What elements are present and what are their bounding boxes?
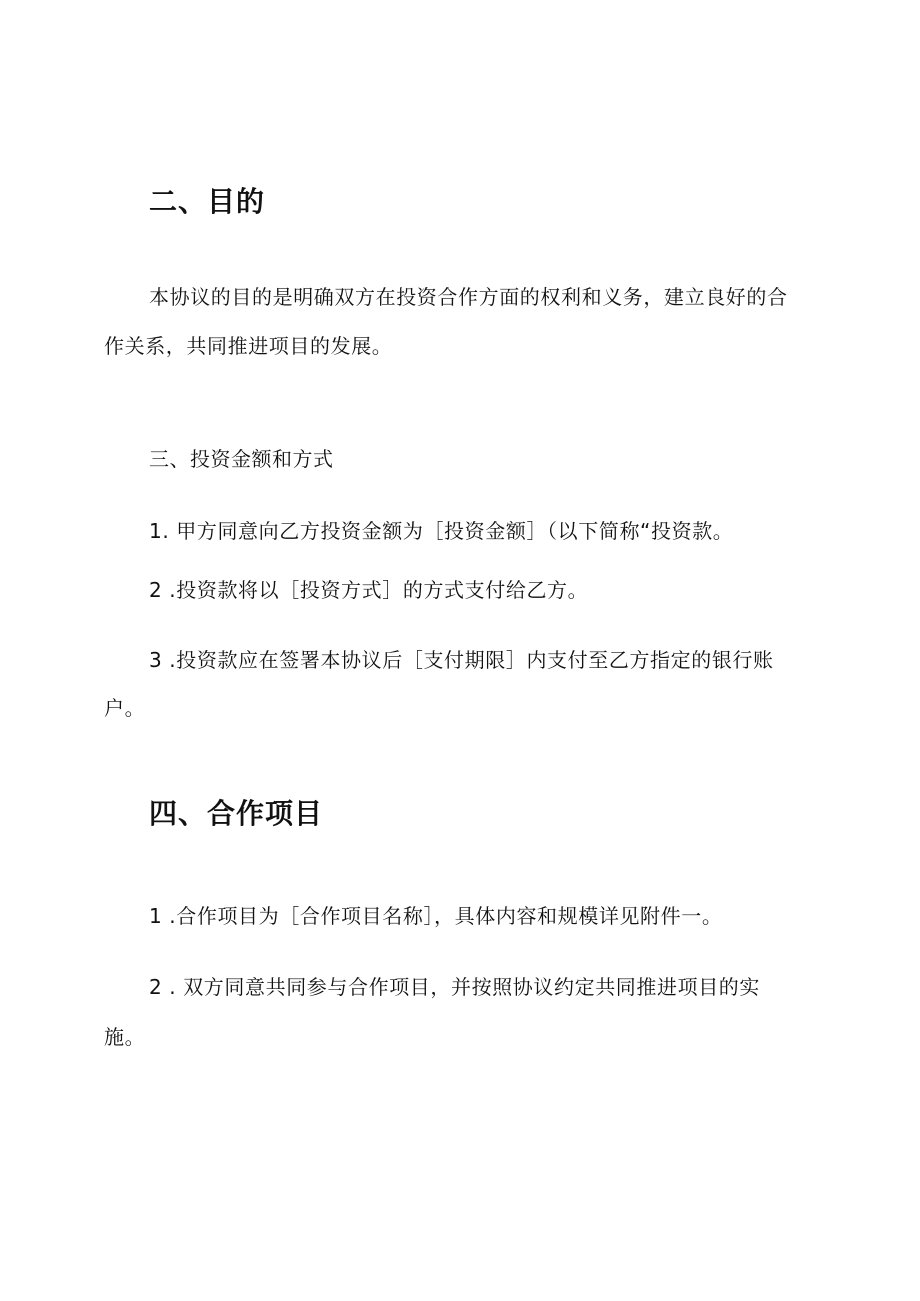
- section-3-item-3-line-2: 户。: [104, 696, 146, 720]
- section-4-item-2-line-1: 2 . 双方同意共同参与合作项目，并按照协议约定共同推进项目的实: [149, 975, 760, 999]
- section-3-heading: 三、投资金额和方式: [149, 447, 334, 471]
- section-4-item-1: 1 .合作项目为［合作项目名称］，具体内容和规模详见附件一。: [149, 904, 723, 928]
- section-4-item-2-line-2: 施。: [104, 1025, 146, 1049]
- section-4-heading: 四、合作项目: [149, 797, 324, 830]
- section-2-paragraph-line-1: 本协议的目的是明确双方在投资合作方面的权利和义务，建立良好的合: [149, 285, 788, 309]
- section-2-heading: 二、目的: [149, 185, 266, 218]
- section-2-paragraph-line-2: 作关系，共同推进项目的发展。: [104, 334, 393, 358]
- section-3-item-3-line-1: 3 .投资款应在签署本协议后［支付期限］内支付至乙方指定的银行账: [149, 648, 774, 672]
- section-3-item-2: 2 .投资款将以［投资方式］的方式支付给乙方。: [149, 578, 589, 602]
- section-3-item-1: 1. 甲方同意向乙方投资金额为［投资金额］（以下简称“投资款。: [149, 519, 734, 543]
